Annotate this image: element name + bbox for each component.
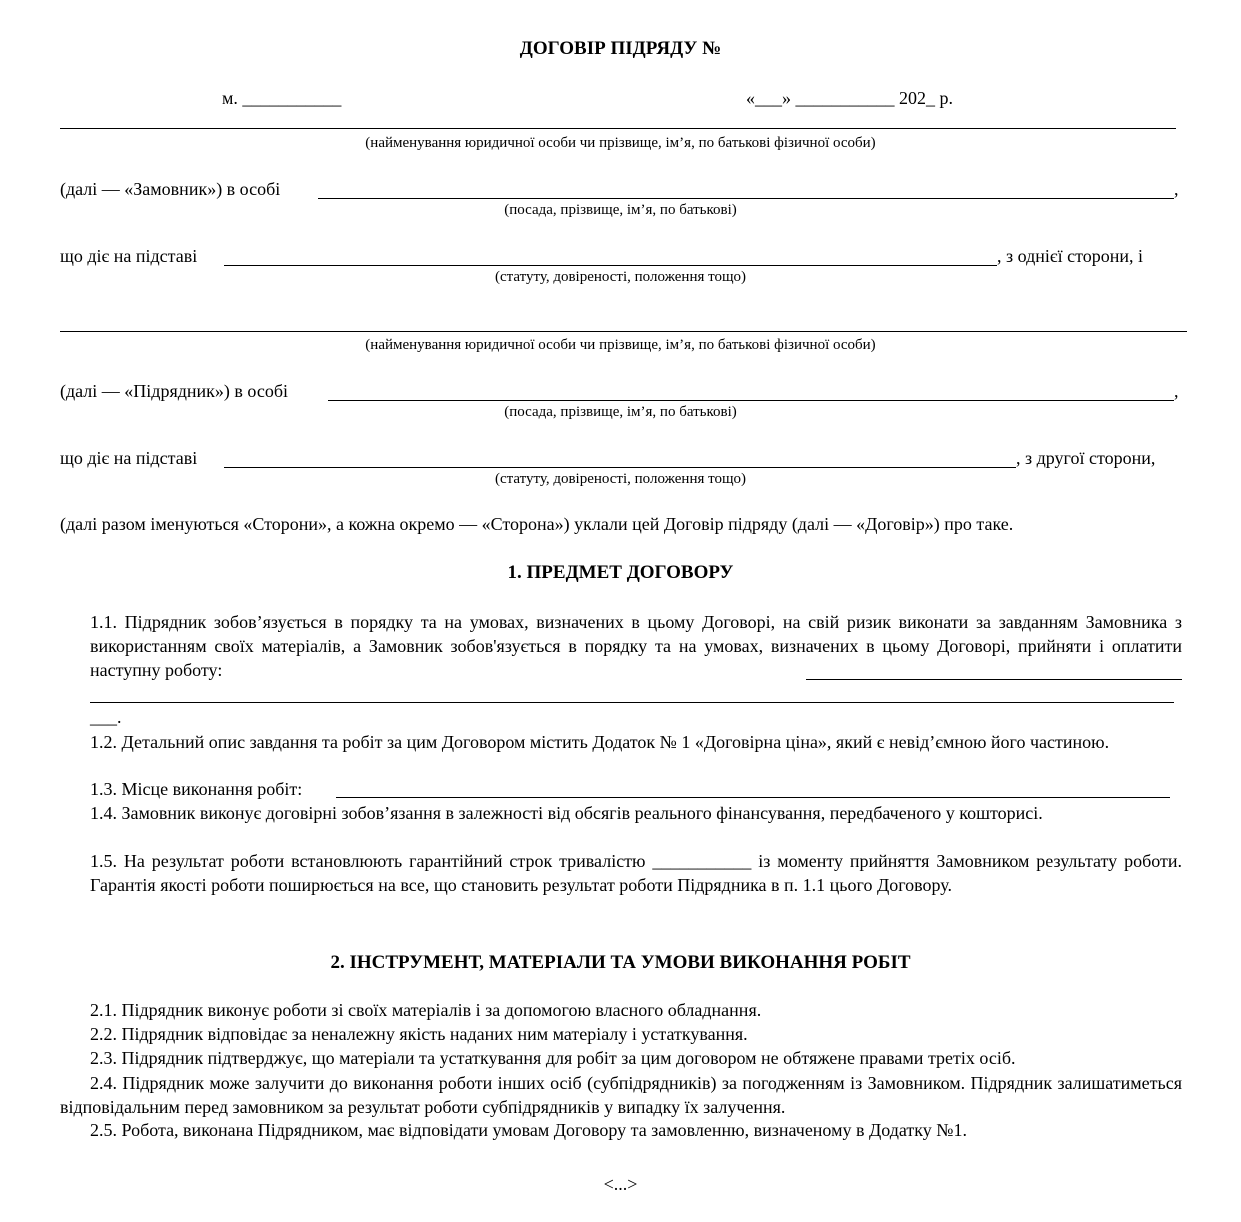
contractor-representative-line	[328, 400, 1174, 401]
work-place-line	[336, 797, 1170, 798]
customer-representative-line	[318, 198, 1174, 199]
customer-name-line	[60, 128, 1176, 129]
hint-contractor-entity: (найменування юридичної особи чи прізвище, ім’я, по батькові фізичної особи)	[365, 337, 876, 353]
paragraph-2-4: 2.4. Підрядник може залучити до виконання роботи інших осіб (субпідрядників) за погодженням із Замовником. Підрядник залишатиметься відповідальним перед замовником за результат роботи субпідрядників у випадку їх залучення.	[60, 1073, 1182, 1117]
customer-representative-label: (далі — «Замовник») в особі	[60, 179, 281, 199]
contractor-basis-line	[224, 467, 1016, 468]
customer-basis-label: що діє на підставі	[60, 246, 198, 266]
paragraph-2-5: 2.5. Робота, виконана Підрядником, має відповідати умовам Договору та замовленню, визначеному в Додатку №1.	[90, 1120, 967, 1140]
paragraph-1-5: 1.5. На результат роботи встановлюють гарантійний строк тривалістю ___________ із моменту прийняття Замовником результату роботи. Гарантія якості роботи поширюється на все, що становить результат роботи Підрядника в п. 1.1 цього Договору.	[90, 851, 1182, 895]
hint-customer-basis: (статуту, довіреності, положення тощо)	[494, 269, 747, 285]
customer-basis-line	[224, 265, 997, 266]
work-description-line-2	[90, 702, 1174, 703]
side-one-suffix: , з однієї сторони, і	[997, 246, 1143, 266]
paragraph-1-3: 1.3. Місце виконання робіт:	[90, 779, 303, 799]
paragraph-2-3: 2.3. Підрядник підтверджує, що матеріали та устаткування для робіт за цим договором не обтяжене правами третіх осіб.	[90, 1048, 1016, 1068]
work-description-line-1	[806, 679, 1182, 680]
contractor-representative-label: (далі — «Підрядник») в особі	[60, 381, 288, 401]
contractor-basis-label: що діє на підставі	[60, 448, 198, 468]
document-title: ДОГОВІР ПІДРЯДУ №	[519, 38, 722, 59]
comma: ,	[1174, 381, 1179, 401]
side-two-suffix: , з другої сторони,	[1016, 448, 1156, 468]
section-2-title: 2. ІНСТРУМЕНТ, МАТЕРІАЛИ ТА УМОВИ ВИКОНАННЯ РОБІТ	[330, 952, 911, 973]
paragraph-1-1-end: ___.	[90, 707, 122, 727]
paragraph-1-1: 1.1. Підрядник зобов’язується в порядку та на умовах, визначених в цьому Договорі, на свій ризик виконати за завданням Замовника з використанням своїх матеріалів, а Замовник зобов'язується в порядку та на умовах, визначених в цьому Договорі, прийняти і оплатити наступну роботу:	[90, 612, 1182, 680]
section-1-title: 1. ПРЕДМЕТ ДОГОВОРУ	[507, 562, 734, 583]
paragraph-1-2: 1.2. Детальний опис завдання та робіт за цим Договором містить Додаток № 1 «Договірна ціна», який є невід’ємною його частиною.	[90, 732, 1110, 752]
paragraph-2-1: 2.1. Підрядник виконує роботи зі своїх матеріалів і за допомогою власного обладнання.	[90, 1000, 762, 1020]
hint-contractor-basis: (статуту, довіреності, положення тощо)	[494, 471, 747, 487]
paragraph-2-2: 2.2. Підрядник відповідає за неналежну якість наданих ним матеріалу і устаткування.	[90, 1024, 748, 1044]
parties-together-text: (далі разом іменуються «Сторони», а кожна окремо — «Сторона») уклали цей Договір підряду (далі — «Договір») про таке.	[60, 514, 1014, 534]
hint-customer-entity: (найменування юридичної особи чи прізвище, ім’я, по батькові фізичної особи)	[365, 135, 876, 151]
hint-customer-person: (посада, прізвище, ім’я, по батькові)	[504, 202, 737, 218]
comma: ,	[1174, 179, 1179, 199]
paragraph-1-4: 1.4. Замовник виконує договірні зобов’язання в залежності від обсягів реального фінансування, передбаченого у кошторисі.	[90, 803, 1043, 823]
hint-contractor-person: (посада, прізвище, ім’я, по батькові)	[504, 404, 737, 420]
date-field: «___» ___________ 202_ р.	[746, 88, 953, 108]
ellipsis-mark: <...>	[603, 1174, 638, 1194]
city-field: м. ___________	[222, 88, 342, 108]
contractor-name-line	[60, 331, 1187, 332]
